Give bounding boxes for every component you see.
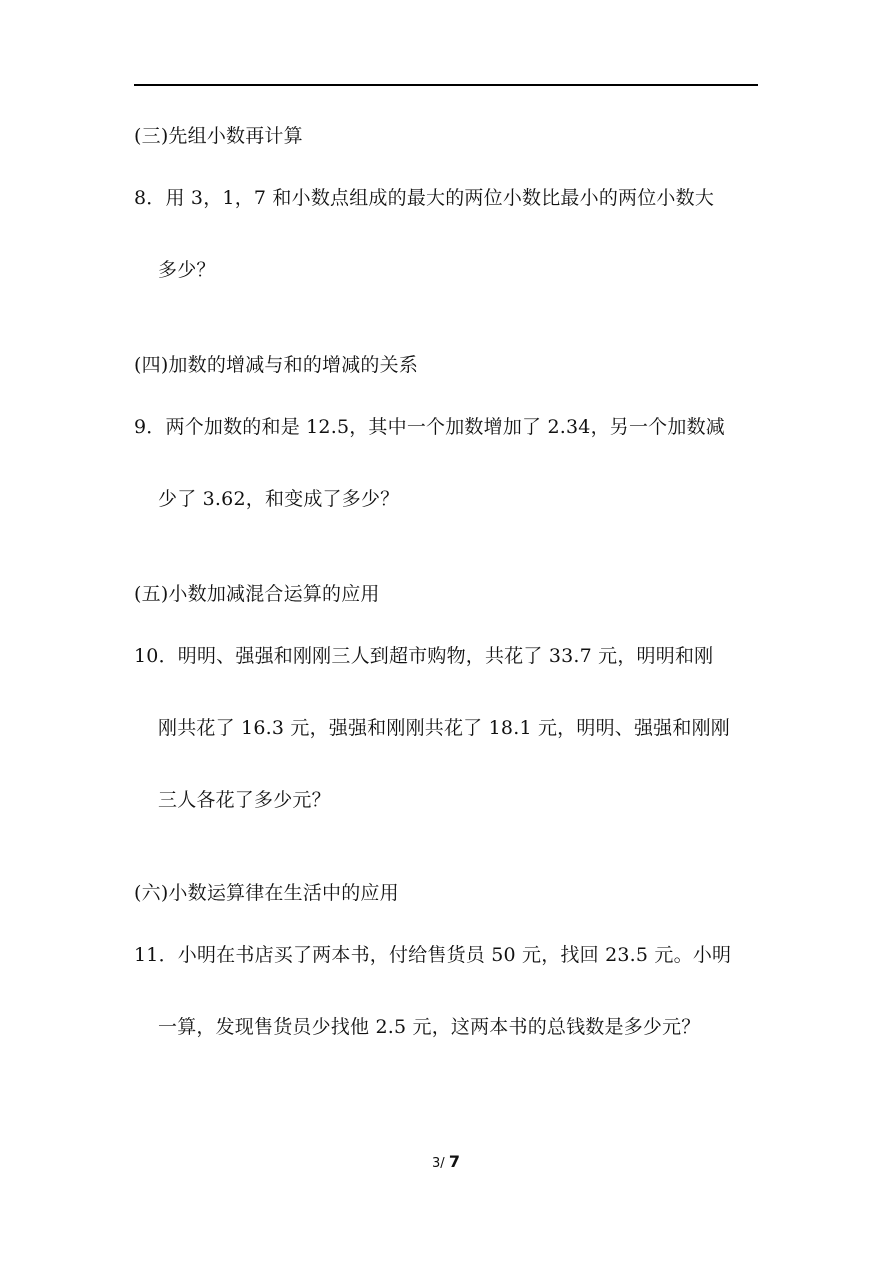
question-8-line-2: 多少？: [158, 259, 216, 281]
question-11-line-1: 11．小明在书店买了两本书，付给售货员 50 元，找回 23.5 元。小明: [134, 944, 732, 966]
section-heading-5: (五)小数加减混合运算的应用: [134, 583, 380, 605]
page-number: [0, 1152, 892, 1174]
section-heading-3: (三)先组小数再计算: [134, 125, 303, 147]
section-heading-6: (六)小数运算律在生活中的应用: [134, 882, 399, 904]
page-total: 7: [448, 1152, 460, 1171]
header-rule: [134, 84, 758, 86]
question-9-line-2: 少了 3.62，和变成了多少？: [158, 488, 400, 510]
question-9-line-1: 9．两个加数的和是 12.5，其中一个加数增加了 2.34，另一个加数减: [134, 416, 725, 438]
section-heading-4: (四)加数的增减与和的增减的关系: [134, 354, 419, 376]
question-10-line-2: 刚共花了 16.3 元，强强和刚刚共花了 18.1 元，明明、强强和刚刚: [158, 717, 730, 739]
question-11-line-2: 一算，发现售货员少找他 2.5 元，这两本书的总钱数是多少元？: [158, 1016, 701, 1038]
question-10-line-3: 三人各花了多少元？: [158, 789, 331, 811]
question-10-line-1: 10．明明、强强和刚刚三人到超市购物，共花了 33.7 元，明明和刚: [134, 645, 714, 667]
question-8-line-1: 8．用 3，1，7 和小数点组成的最大的两位小数比最小的两位小数大: [134, 187, 715, 209]
page-current: 3/: [432, 1156, 445, 1171]
